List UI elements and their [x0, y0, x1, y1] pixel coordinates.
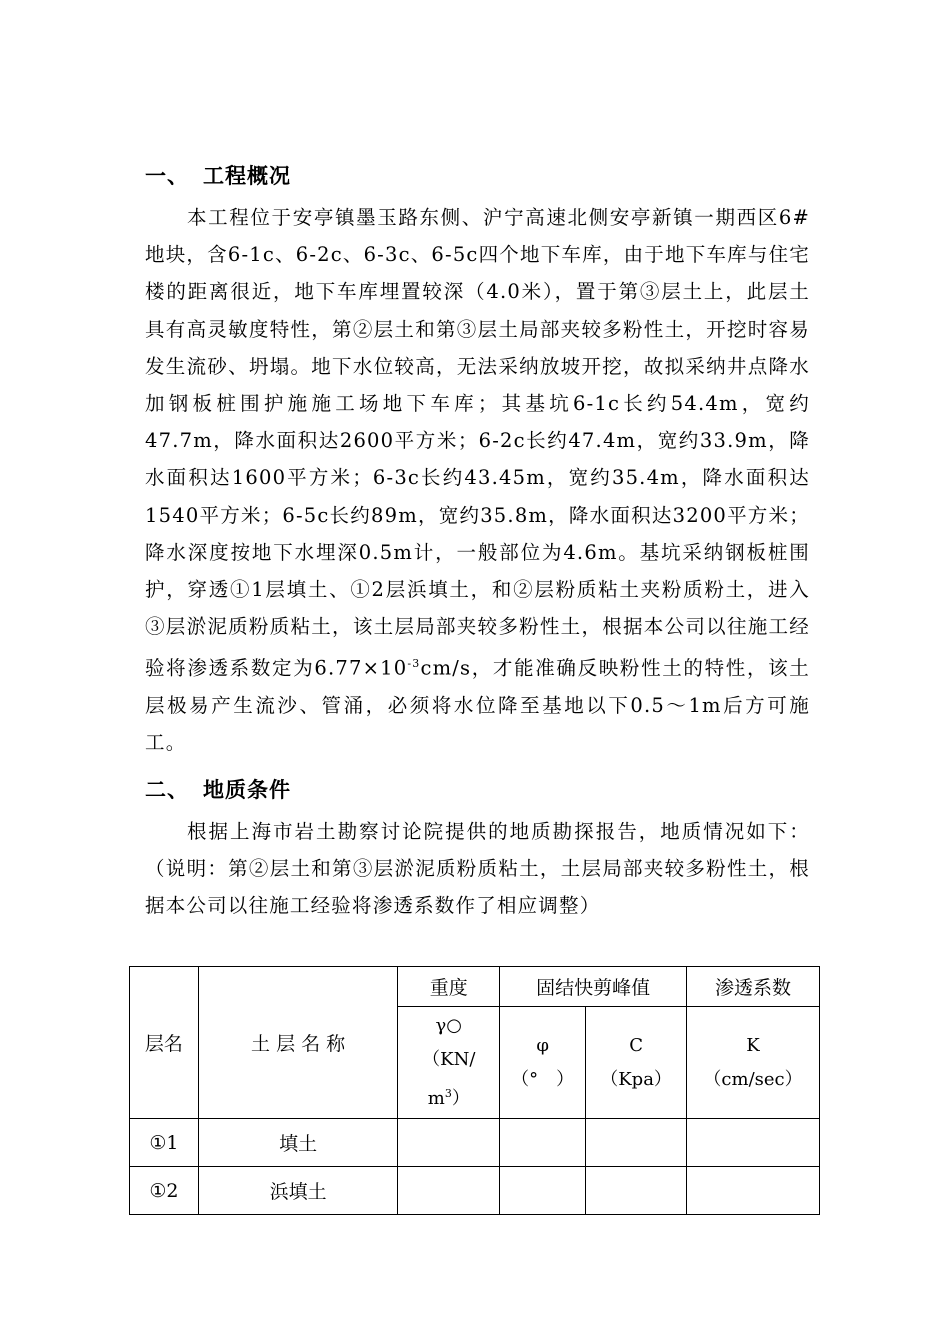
paragraph-text: 本工程位于安亭镇墨玉路东侧、沪宁高速北侧安亭新镇一期西区6#地块，含6-1c、6-2c、6-3c、6-5c四个地下车库，由于地下车库与住宅楼的距离很近，地下车库埋置较深（4.0米），置于第③层土上，此层土具有高灵敏度特性，第②层土和第③层土局部夹较多粉性土，开挖时容易发生流砂、坍塌。地下水位较高，无法采纳放坡开挖，故拟采纳井点降水加钢板桩围护施施工场地下车库；其基坑6-1c长约54.4m，宽约47.7m，降水面积达2600平方米；6-2c长约47.4m，宽约33.9m，降水面积达1600平方米；6-3c长约43.45m，宽约35.4m，降水面积达1540平方米；6-5c长约89m，宽约35.8m，降水面积达3200平方米；降水深度按地下水埋深0.5m计，一般部位为4.6m。基坑采纳钢板桩围护，穿透①1层填土、①2层浜填土，和②层粉质粘土夹粉质粉土，进入③层淤泥质粉质粘土，该土层局部夹较多粉性土，根据本公司以往施工经验将渗透系数定为6.77×10 [145, 206, 810, 680]
table-header-row [130, 967, 820, 1007]
section-heading-2 [145, 774, 291, 804]
header-c [586, 1007, 687, 1119]
table-row [130, 1119, 820, 1167]
paragraph-text-cont: cm/s，才能准确反映粉性土的特性，该土层极易产生流沙、管涌，必须将水位降至基地以下0.5～1m后方可施工。 [145, 656, 810, 755]
cell-c [586, 1167, 687, 1215]
table-row [130, 1167, 820, 1215]
cell-layer: ①1 [130, 1119, 199, 1167]
section-1-paragraph [145, 199, 810, 762]
header-soil-name: 土 层 名 称 [198, 967, 397, 1119]
header-unit-weight: 重度 [398, 967, 500, 1007]
paragraph-text: 根据上海市岩土勘察讨论院提供的地质勘探报告，地质情况如下：（说明：第②层土和第③层淤泥质粉质粘土，土层局部夹较多粉性土，根据本公司以往施工经验将渗透系数作了相应调整） [145, 820, 810, 918]
section-heading-1 [145, 160, 291, 190]
header-shear-peak: 固结快剪峰值 [500, 967, 687, 1007]
gamma-symbol: γ○ [435, 1015, 463, 1036]
phi-unit: （° ） [511, 1068, 575, 1090]
k-symbol: K [746, 1034, 760, 1056]
section-number: 一、 [145, 164, 189, 188]
exponent: -3 [407, 657, 421, 671]
c-unit: （Kpa） [600, 1068, 672, 1090]
header-gamma [398, 1007, 500, 1119]
header-layer: 层名 [130, 967, 199, 1119]
cell-phi [500, 1167, 586, 1215]
gamma-unit-a: （KN/ [422, 1049, 476, 1070]
cell-gamma [398, 1119, 500, 1167]
section-number: 二、 [145, 778, 189, 802]
cell-k [687, 1167, 820, 1215]
cell-k [687, 1119, 820, 1167]
section-2-paragraph [145, 813, 810, 925]
cell-gamma [398, 1167, 500, 1215]
section-title: 地质条件 [203, 778, 291, 802]
header-permeability: 渗透系数 [687, 967, 820, 1007]
header-phi [500, 1007, 586, 1119]
phi-symbol: φ [536, 1034, 549, 1056]
k-unit: （cm/sec） [703, 1068, 803, 1090]
c-symbol: C [629, 1034, 643, 1056]
gamma-unit: $m^3$） [427, 1087, 470, 1109]
header-k [687, 1007, 820, 1119]
soil-properties-table [129, 966, 820, 1215]
cell-soil-name: 浜填土 [198, 1167, 397, 1215]
cell-layer: ①2 [130, 1167, 199, 1215]
cell-soil-name: 填土 [198, 1119, 397, 1167]
cell-phi [500, 1119, 586, 1167]
cell-c [586, 1119, 687, 1167]
section-title: 工程概况 [203, 164, 291, 188]
